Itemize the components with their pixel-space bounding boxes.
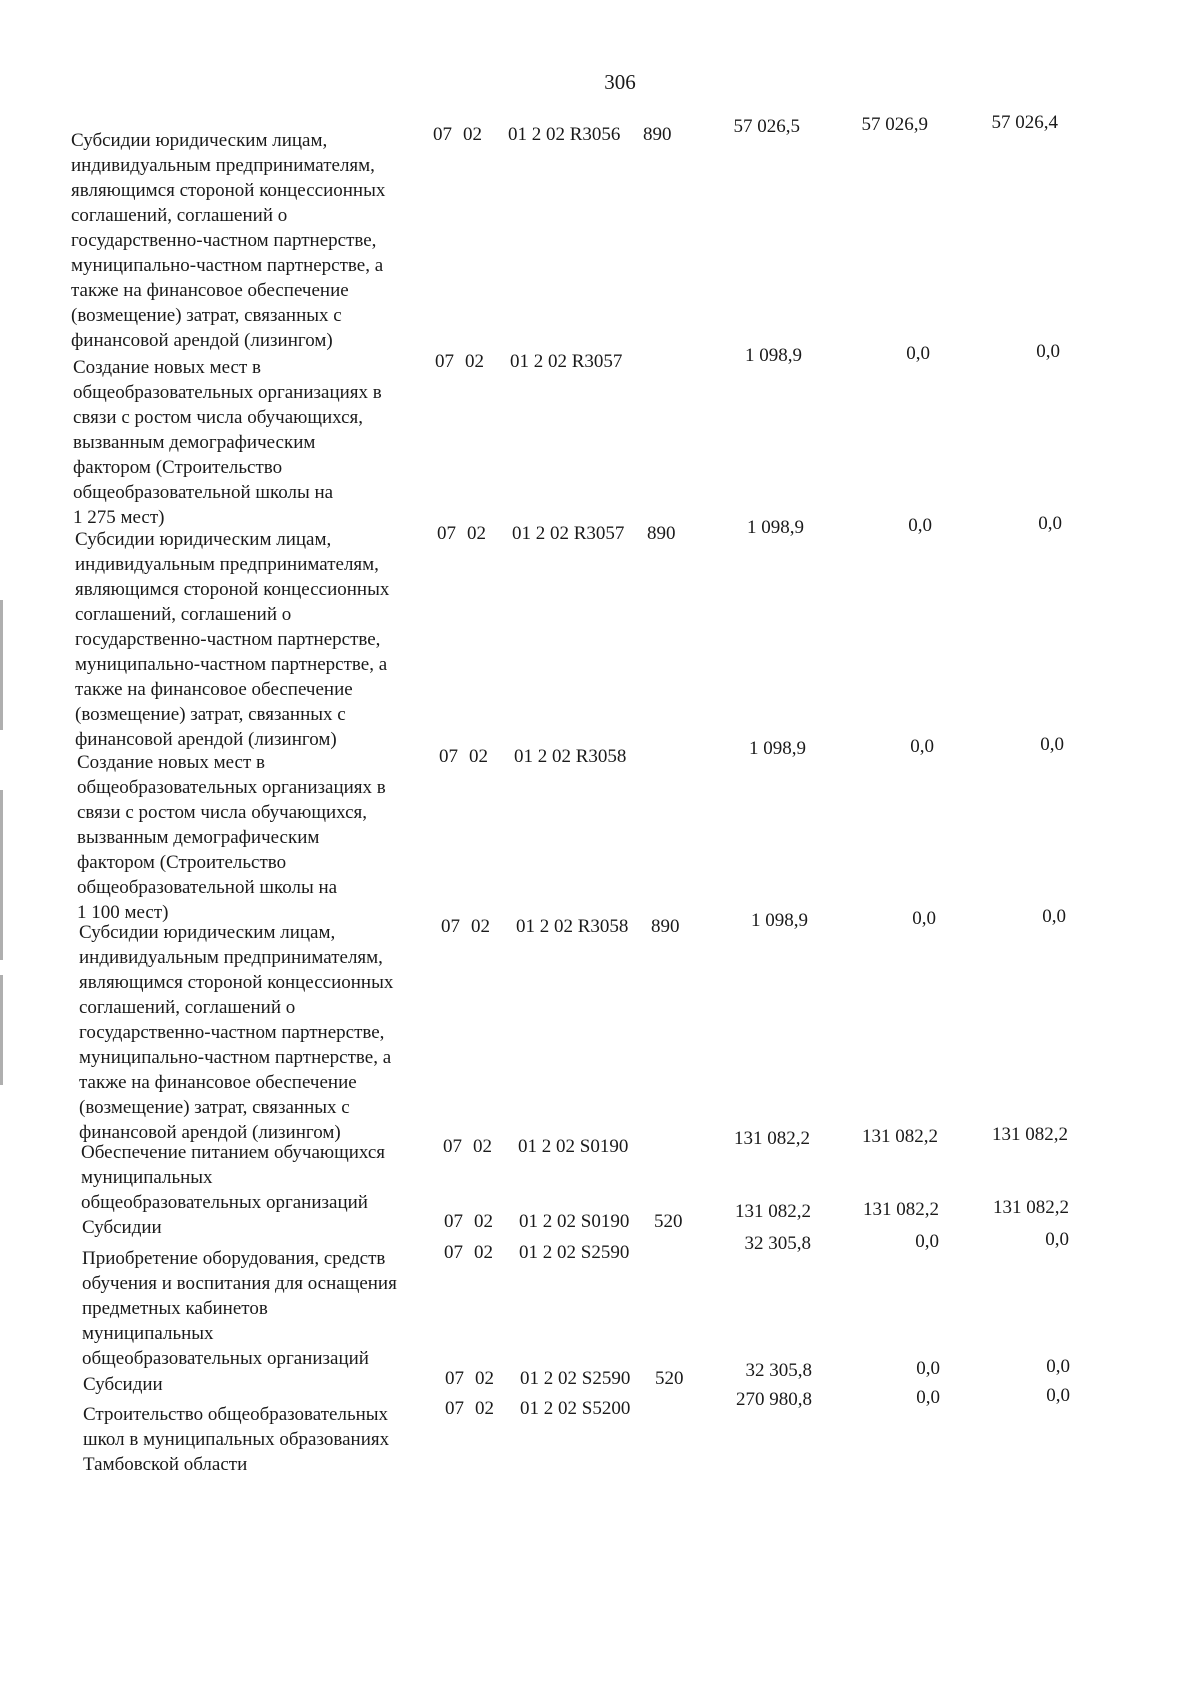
subsection-code: 02 xyxy=(465,351,484,372)
subsection-code: 02 xyxy=(463,124,482,145)
amount-year-1: 131 082,2 xyxy=(735,1201,811,1222)
target-article-code: 01 2 02 R3058 xyxy=(514,746,627,767)
row-description: Субсидии xyxy=(82,1217,162,1238)
row-description: Субсидии xyxy=(83,1374,163,1395)
section-code: 07 xyxy=(443,1136,462,1157)
subsection-code: 02 xyxy=(474,1211,493,1232)
target-article-code: 01 2 02 R3056 xyxy=(508,124,621,145)
expense-type-code: 520 xyxy=(655,1368,684,1389)
scan-edge-mark xyxy=(0,600,3,730)
amount-year-2: 0,0 xyxy=(916,1387,940,1408)
subsection-code: 02 xyxy=(469,746,488,767)
section-code: 07 xyxy=(444,1242,463,1263)
amount-year-3: 131 082,2 xyxy=(993,1197,1069,1218)
subsection-code: 02 xyxy=(474,1242,493,1263)
section-code: 07 xyxy=(444,1211,463,1232)
amount-year-3: 57 026,4 xyxy=(991,112,1058,133)
amount-year-3: 0,0 xyxy=(1042,906,1066,927)
amount-year-2: 0,0 xyxy=(906,343,930,364)
amount-year-1: 1 098,9 xyxy=(751,910,808,931)
amount-year-2: 0,0 xyxy=(908,515,932,536)
expense-type-code: 890 xyxy=(647,523,676,544)
target-article-code: 01 2 02 S0190 xyxy=(518,1136,629,1157)
row-description: Строительство общеобразовательных школ в муниципальных образованиях Тамбовской области xyxy=(83,1404,390,1475)
amount-year-1: 1 098,9 xyxy=(749,738,806,759)
scan-edge-mark xyxy=(0,790,3,960)
row-description: Субсидии юридическим лицам, индивидуальным предпринимателям, являющимся стороной концессионных соглашений, соглашений о государственно-частном партнерстве, муниципально-частном партнерстве, а также на финансовое обеспечение (возмещение) затрат, связанных с финансовой арендой (лизингом) xyxy=(75,529,390,750)
section-code: 07 xyxy=(439,746,458,767)
subsection-code: 02 xyxy=(475,1368,494,1389)
subsection-code: 02 xyxy=(471,916,490,937)
target-article-code: 01 2 02 S0190 xyxy=(519,1211,630,1232)
amount-year-2: 0,0 xyxy=(910,736,934,757)
target-article-code: 01 2 02 S2590 xyxy=(520,1368,631,1389)
target-article-code: 01 2 02 S5200 xyxy=(520,1398,631,1419)
amount-year-2: 131 082,2 xyxy=(862,1126,938,1147)
amount-year-3: 0,0 xyxy=(1046,1356,1070,1377)
row-description: Приобретение оборудования, средств обучения и воспитания для оснащения предметных кабинетов муниципальных общеобразовательных организаций xyxy=(82,1248,397,1369)
amount-year-1: 131 082,2 xyxy=(734,1128,810,1149)
amount-year-2: 131 082,2 xyxy=(863,1199,939,1220)
subsection-code: 02 xyxy=(467,523,486,544)
row-description: Обеспечение питанием обучающихся муниципальных общеобразовательных организаций xyxy=(81,1142,386,1213)
amount-year-1: 1 098,9 xyxy=(745,345,802,366)
row-description: Создание новых мест в общеобразовательных организациях в связи с ростом числа обучающихся, вызванным демографическим фактором (Строительство общеобразовательной школы на 1 100 мест) xyxy=(77,752,386,923)
target-article-code: 01 2 02 R3057 xyxy=(510,351,623,372)
scan-edge-mark xyxy=(0,975,3,1085)
amount-year-3: 0,0 xyxy=(1038,513,1062,534)
amount-year-3: 0,0 xyxy=(1036,341,1060,362)
amount-year-3: 0,0 xyxy=(1045,1229,1069,1250)
section-code: 07 xyxy=(445,1398,464,1419)
amount-year-2: 0,0 xyxy=(916,1358,940,1379)
amount-year-2: 0,0 xyxy=(912,908,936,929)
expense-type-code: 890 xyxy=(651,916,680,937)
target-article-code: 01 2 02 R3058 xyxy=(516,916,629,937)
row-description: Субсидии юридическим лицам, индивидуальным предпринимателям, являющимся стороной концессионных соглашений, соглашений о государственно-частном партнерстве, муниципально-частном партнерстве, а также на финансовое обеспечение (возмещение) затрат, связанных с финансовой арендой (лизингом) xyxy=(71,130,386,351)
row-description: Субсидии юридическим лицам, индивидуальным предпринимателям, являющимся стороной концессионных соглашений, соглашений о государственно-частном партнерстве, муниципально-частном партнерстве, а также на финансовое обеспечение (возмещение) затрат, связанных с финансовой арендой (лизингом) xyxy=(79,922,394,1143)
section-code: 07 xyxy=(435,351,454,372)
amount-year-2: 0,0 xyxy=(915,1231,939,1252)
section-code: 07 xyxy=(445,1368,464,1389)
amount-year-1: 57 026,5 xyxy=(733,116,800,137)
target-article-code: 01 2 02 R3057 xyxy=(512,523,625,544)
subsection-code: 02 xyxy=(473,1136,492,1157)
section-code: 07 xyxy=(437,523,456,544)
amount-year-1: 270 980,8 xyxy=(736,1389,812,1410)
amount-year-1: 1 098,9 xyxy=(747,517,804,538)
section-code: 07 xyxy=(441,916,460,937)
expense-type-code: 520 xyxy=(654,1211,683,1232)
amount-year-1: 32 305,8 xyxy=(745,1360,812,1381)
amount-year-3: 0,0 xyxy=(1046,1385,1070,1406)
amount-year-1: 32 305,8 xyxy=(744,1233,811,1254)
amount-year-3: 0,0 xyxy=(1040,734,1064,755)
subsection-code: 02 xyxy=(475,1398,494,1419)
target-article-code: 01 2 02 S2590 xyxy=(519,1242,630,1263)
page-number: 306 xyxy=(604,70,636,94)
expense-type-code: 890 xyxy=(643,124,672,145)
amount-year-2: 57 026,9 xyxy=(861,114,928,135)
amount-year-3: 131 082,2 xyxy=(992,1124,1068,1145)
row-description: Создание новых мест в общеобразовательных организациях в связи с ростом числа обучающихся, вызванным демографическим фактором (Строительство общеобразовательной школы на 1 275 мест) xyxy=(73,357,382,528)
section-code: 07 xyxy=(433,124,452,145)
